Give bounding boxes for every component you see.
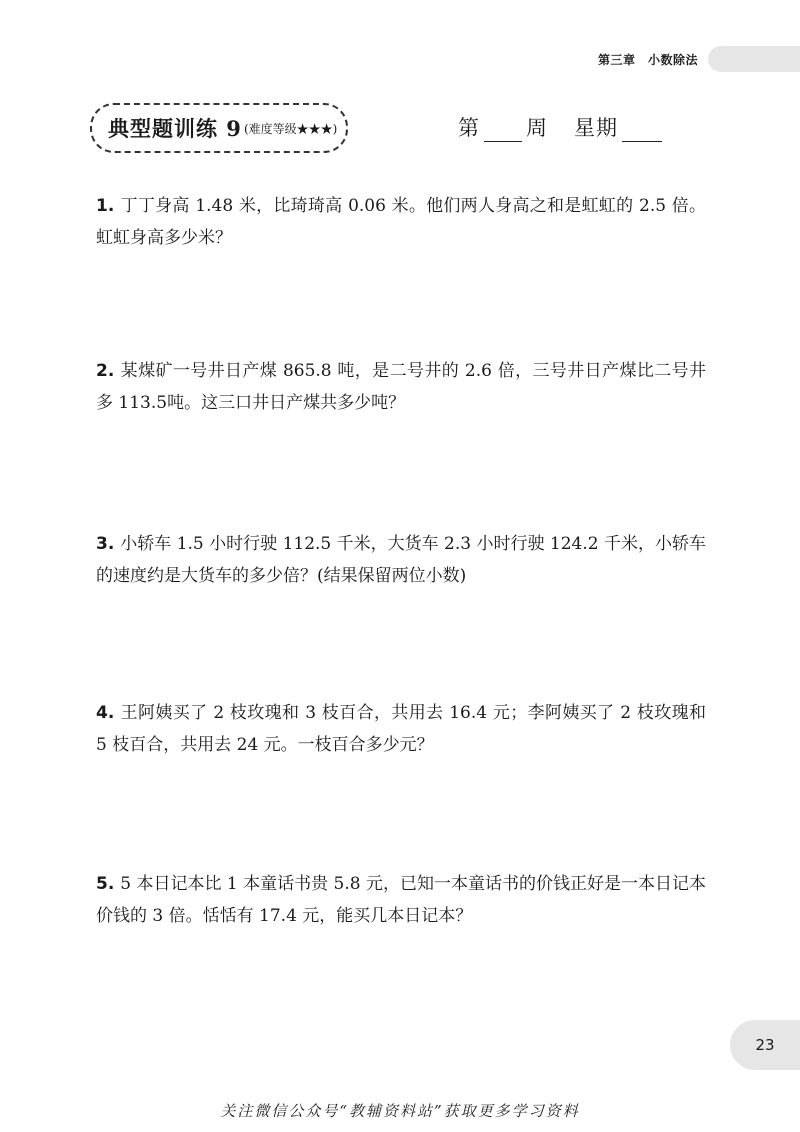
question-3 [96,528,706,592]
day-word: 星期 [574,116,618,140]
question-text: 丁丁身高 1.48 米，比琦琦高 0.06 米。他们两人身高之和是虹虹的 2.5 倍。虹虹身高多少米？ [96,196,706,248]
difficulty-level: (难度等级★★★) [243,121,338,136]
day-blank [622,119,662,142]
question-2 [96,355,706,419]
chapter-title: 第三章 小数除法 [598,52,699,67]
question-number: 1. [96,196,115,216]
week-day-line [458,112,662,142]
question-5 [96,868,706,932]
section-title-badge [90,103,348,153]
question-4 [96,697,706,761]
page-number: 23 [730,1020,800,1070]
question-text: 王阿姨买了 2 枝玫瑰和 3 枝百合，共用去 16.4 元；李阿姨买了 2 枝玫瑰和 5 枝百合，共用去 24 元。一枝百合多少元？ [96,703,706,755]
question-number: 3. [96,534,115,554]
question-number: 4. [96,703,115,723]
week-blank [484,119,522,142]
section-title: 典型题训练 9 [108,116,242,141]
question-text: 某煤矿一号井日产煤 865.8 吨，是二号井的 2.6 倍，三号井日产煤比二号井多 113.5吨。这三口井日产煤共多少吨？ [96,361,706,413]
week-word: 周 [526,116,548,140]
chapter-header [590,46,800,72]
chapter-tab-bar [708,46,800,72]
question-number: 5. [96,874,115,894]
week-prefix: 第 [458,116,480,140]
question-1 [96,190,706,254]
question-text: 小轿车 1.5 小时行驶 112.5 千米，大货车 2.3 小时行驶 124.2 千米，小轿车的速度约是大货车的多少倍？(结果保留两位小数) [96,534,706,586]
question-number: 2. [96,361,115,381]
footer-note: 关注微信公众号“教辅资料站”获取更多学习资料 [220,1102,580,1120]
question-text: 5 本日记本比 1 本童话书贵 5.8 元，已知一本童话书的价钱正好是一本日记本价钱的 3 倍。恬恬有 17.4 元，能买几本日记本？ [96,874,706,926]
